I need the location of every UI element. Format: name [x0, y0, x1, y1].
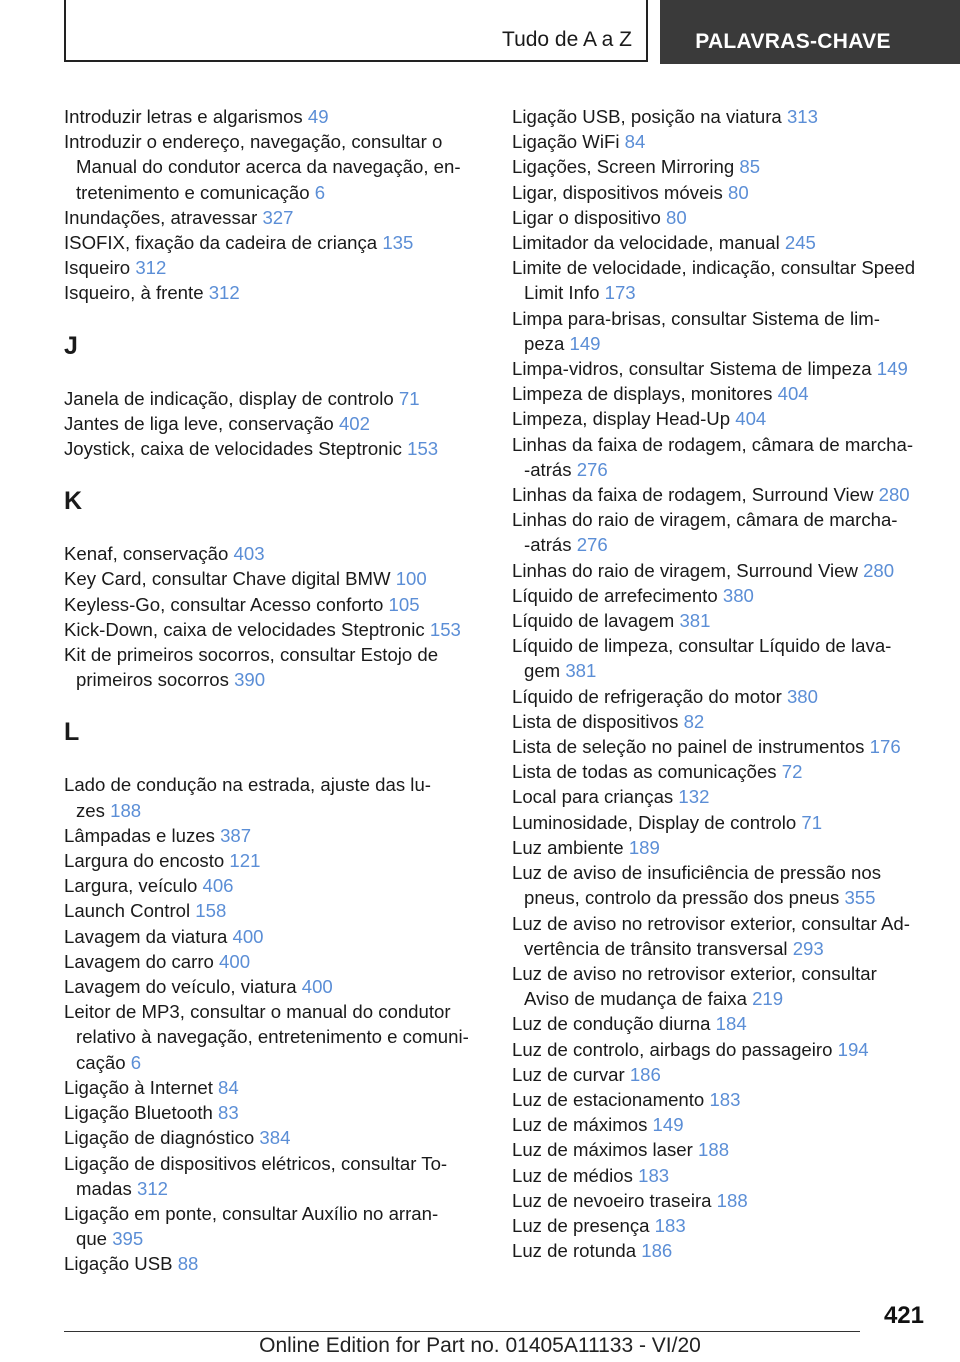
index-entry-text: Ligação USB: [64, 1253, 178, 1275]
page-reference-link[interactable]: 400: [232, 925, 264, 947]
page-reference-link[interactable]: 404: [735, 408, 767, 430]
index-entry-text: Kit de primeiros socorros, consultar Estojo de: [64, 644, 439, 666]
index-entry: [64, 898, 484, 923]
page-reference-link[interactable]: 85: [739, 156, 761, 178]
page-reference-link[interactable]: 400: [301, 976, 333, 998]
page-reference-link[interactable]: 276: [576, 458, 608, 480]
index-entry: [512, 633, 932, 683]
page-reference-link[interactable]: 380: [722, 584, 754, 606]
index-entry-text: Líquido de refrigeração do motor: [512, 685, 787, 707]
index-entry-text: Kick-Down, caixa de velocidades Steptronic: [64, 618, 430, 640]
page-reference-link[interactable]: 176: [869, 736, 901, 758]
index-entry: [512, 1037, 932, 1062]
index-entry-text: Kenaf, conservação: [64, 543, 234, 565]
index-entry: [512, 255, 932, 305]
page-reference-link[interactable]: 149: [569, 332, 601, 354]
index-entry-text: Limitador da velocidade, manual: [512, 232, 785, 254]
index-entry-text: Luz de curvar: [512, 1063, 630, 1085]
index-entry: [512, 860, 932, 910]
index-entry-text: Limit Info: [524, 282, 605, 304]
index-entry-text: Joystick, caixa de velocidades Steptronic: [64, 438, 408, 460]
page-reference-link[interactable]: 186: [629, 1063, 661, 1085]
index-entry: [512, 734, 932, 759]
index-entry: [64, 1201, 484, 1251]
index-entry-text: Luz de nevoeiro traseira: [512, 1189, 717, 1211]
index-entry: [64, 1125, 484, 1150]
index-entry-text: Introduzir o endereço, navegação, consultar o: [64, 131, 443, 153]
page-reference-link[interactable]: 189: [628, 836, 660, 858]
index-entry-text: Janela de indicação, display de controlo: [64, 387, 399, 409]
index-entry-text: Lista de dispositivos: [512, 710, 684, 732]
page-reference-link[interactable]: 84: [624, 131, 646, 153]
index-entry-text: Líquido de limpeza, consultar Líquido de lava‐: [512, 635, 892, 657]
page-reference-link[interactable]: 184: [715, 1013, 747, 1035]
index-entry: [512, 684, 932, 709]
page-reference-link[interactable]: 84: [218, 1076, 239, 1098]
index-entry-text: Luz de condução diurna: [512, 1013, 716, 1035]
index-entry: [64, 255, 484, 280]
footer-divider: [64, 1331, 860, 1332]
page-reference-link[interactable]: 100: [395, 568, 427, 590]
index-entry: [512, 1112, 932, 1137]
index-entry: [64, 1075, 484, 1100]
index-entry-text: madas: [76, 1177, 137, 1199]
page-reference-link[interactable]: 403: [233, 543, 265, 565]
index-entry-text: Luz de aviso de insuficiência de pressão nos: [512, 862, 882, 884]
page-reference-link[interactable]: 245: [784, 232, 816, 254]
index-entry-text: Linhas da faixa de rodagem, Surround View: [512, 484, 879, 506]
index-entry: [64, 436, 484, 461]
index-entry-text: cação: [76, 1051, 131, 1073]
index-entry-text: Lavagem do carro: [64, 950, 220, 972]
index-entry: [64, 1100, 484, 1125]
index-entry: [512, 1213, 932, 1238]
index-entry: [64, 386, 484, 411]
index-entry-text: relativo à navegação, entretenimento e comuni‐: [76, 1026, 469, 1048]
index-entry-text: primeiros socorros: [76, 669, 235, 691]
index-entry-text: Ligação de dispositivos elétricos, consultar To‐: [64, 1152, 448, 1174]
index-entry-text: Ligação em ponte, consultar Auxílio no arran‐: [64, 1202, 439, 1224]
index-entry-text: Lista de seleção no painel de instrumentos: [512, 736, 870, 758]
index-entry-text: Líquido de arrefecimento: [512, 584, 723, 606]
index-entry: [512, 154, 932, 179]
index-entry-text: Limpeza de displays, monitores: [512, 383, 778, 405]
index-entry-text: Limpa para-brisas, consultar Sistema de lim‐: [512, 307, 880, 329]
index-entry-text: Luz de máximos laser: [512, 1139, 699, 1161]
page-reference-link[interactable]: 173: [604, 282, 636, 304]
index-entry-text: tretenimento e comunicação: [76, 181, 315, 203]
index-entry-text: Ligação USB, posição na viatura: [512, 106, 787, 127]
index-entry-text: Introduzir letras e algarismos: [64, 106, 308, 127]
index-entry-text: Lavagem da viatura: [64, 925, 233, 947]
index-letter-heading: J: [64, 331, 78, 360]
index-entry: [64, 1251, 484, 1276]
page-reference-link[interactable]: 276: [576, 534, 608, 556]
index-entry-text: -atrás: [524, 458, 577, 480]
page-reference-link[interactable]: 395: [112, 1228, 144, 1250]
index-column-right: [512, 104, 932, 1263]
index-entry-text: Ligação Bluetooth: [64, 1102, 219, 1124]
index-entry-text: Keyless-Go, consultar Acesso conforto: [64, 593, 389, 615]
index-entry-text: Limpeza, display Head-Up: [512, 408, 736, 430]
index-entry-text: Linhas da faixa de rodagem, câmara de marcha-: [512, 433, 914, 455]
index-entry: [512, 709, 932, 734]
index-entry: [512, 558, 932, 583]
index-entry: [512, 1137, 932, 1162]
index-entry-text: Luz ambiente: [512, 836, 629, 858]
index-entry-text: Líquido de lavagem: [512, 610, 680, 632]
index-entry: [64, 566, 484, 591]
index-entry: [512, 205, 932, 230]
index-entry: [512, 911, 932, 961]
index-entry-text: Leitor de MP3, consultar o manual do condutor: [64, 1001, 451, 1023]
page-reference-link[interactable]: 280: [863, 559, 895, 581]
index-entry-text: -atrás: [524, 534, 577, 556]
index-entry-text: Linhas do raio de viragem, câmara de marcha-: [512, 509, 898, 531]
index-entry-text: Launch Control: [64, 900, 196, 922]
page-reference-link[interactable]: 381: [679, 610, 711, 632]
index-entry: [64, 949, 484, 974]
index-entry: [64, 999, 484, 1075]
index-entry-text: Ligação à Internet: [64, 1076, 219, 1098]
page-reference-link[interactable]: 381: [565, 660, 597, 682]
header-section-title: Tudo de A a Z: [502, 28, 632, 51]
index-letter-heading: K: [64, 487, 83, 516]
index-entry: [64, 873, 484, 898]
index-entry-text: Luz de máximos: [512, 1114, 653, 1136]
index-entry: [64, 230, 484, 255]
index-entry: [64, 924, 484, 949]
index-entry-text: Luz de estacionamento: [512, 1088, 710, 1110]
page-reference-link[interactable]: 49: [307, 106, 329, 127]
index-entry-text: Isqueiro, à frente: [64, 282, 209, 304]
index-entry-text: Luz de aviso no retrovisor exterior, consultar Ad‐: [512, 912, 910, 934]
page-reference-link[interactable]: 183: [709, 1088, 741, 1110]
index-entry: [64, 848, 484, 873]
page-reference-link[interactable]: 186: [641, 1240, 673, 1262]
page-reference-link[interactable]: 280: [878, 484, 910, 506]
index-entry: [512, 507, 932, 557]
index-entry-text: Luz de presença: [512, 1214, 655, 1236]
page-reference-link[interactable]: 390: [234, 669, 266, 691]
page-reference-link[interactable]: 71: [398, 387, 420, 409]
index-entry-text: Lâmpadas e luzes: [64, 824, 221, 846]
index-entry: [64, 411, 484, 436]
page-reference-link[interactable]: 105: [388, 593, 420, 615]
page-reference-link[interactable]: 313: [786, 106, 818, 127]
index-entry-text: Luminosidade, Display de controlo: [512, 811, 802, 833]
page-reference-link[interactable]: 380: [786, 685, 818, 707]
index-entry: [512, 1238, 932, 1263]
index-column-left: [64, 104, 484, 1277]
page-reference-link[interactable]: 312: [208, 282, 240, 304]
index-entry: [64, 974, 484, 999]
index-entry-text: Largura do encosto: [64, 850, 230, 872]
index-entry: [512, 784, 932, 809]
page-reference-link[interactable]: 132: [678, 786, 710, 808]
index-entry-text: Isqueiro: [64, 257, 136, 279]
index-entry: [64, 129, 484, 205]
page-reference-link[interactable]: 188: [110, 799, 142, 821]
index-entry-text: Lado de condução na estrada, ajuste das lu‐: [64, 774, 431, 796]
index-entry-text: Inundações, atravessar: [64, 206, 263, 228]
index-entry: [512, 759, 932, 784]
page-reference-link[interactable]: 188: [716, 1189, 748, 1211]
footer-edition-text: Online Edition for Part no. 01405A11133 - VI/20: [259, 1334, 701, 1357]
index-entry: [512, 1011, 932, 1036]
page-reference-link[interactable]: 71: [801, 811, 823, 833]
index-entry: [512, 961, 932, 1011]
index-entry-text: Ligação de diagnóstico: [64, 1127, 260, 1149]
index-entry-text: Lavagem do veículo, viatura: [64, 976, 302, 998]
page-reference-link[interactable]: 6: [130, 1051, 142, 1073]
index-entry-text: Lista de todas as comunicações: [512, 761, 782, 783]
index-entry-text: peza: [524, 332, 570, 354]
index-entry-text: Ligar o dispositivo: [512, 206, 666, 228]
index-entry: [64, 541, 484, 566]
index-entry: [64, 592, 484, 617]
index-entry-text: Aviso de mudança de faixa: [524, 988, 753, 1010]
page-reference-link[interactable]: 188: [698, 1139, 730, 1161]
page-number: 421: [883, 1302, 924, 1329]
page-reference-link[interactable]: 72: [781, 761, 803, 783]
index-entry: [512, 583, 932, 608]
index-entry: [512, 810, 932, 835]
index-entry: [512, 1163, 932, 1188]
page-reference-link[interactable]: 219: [752, 988, 784, 1010]
index-entry: [64, 642, 484, 692]
index-entry-text: Manual do condutor acerca da navegação, en‐: [76, 156, 461, 178]
index-entry-text: gem: [524, 660, 566, 682]
index-entry-text: Local para crianças: [512, 786, 679, 808]
index-entry: [64, 772, 484, 822]
index-letter-heading: L: [64, 718, 80, 747]
index-entry: [512, 230, 932, 255]
page-reference-link[interactable]: 153: [407, 438, 439, 460]
index-entry-text: Largura, veículo: [64, 875, 203, 897]
page-reference-link[interactable]: 312: [135, 257, 167, 279]
page-reference-link[interactable]: 183: [638, 1164, 670, 1186]
index-entry: [512, 1062, 932, 1087]
page-reference-link[interactable]: 149: [876, 358, 908, 380]
index-entry-text: Luz de aviso no retrovisor exterior, consultar: [512, 962, 877, 984]
page-reference-link[interactable]: 149: [652, 1114, 684, 1136]
index-entry-text: Ligações, Screen Mirroring: [512, 156, 740, 178]
page-reference-link[interactable]: 121: [229, 850, 261, 872]
index-entry: [64, 104, 484, 129]
page-reference-link[interactable]: 80: [728, 181, 749, 203]
page-reference-link[interactable]: 384: [259, 1127, 291, 1149]
page-reference-link[interactable]: 293: [792, 937, 824, 959]
page-reference-link[interactable]: 400: [219, 950, 251, 972]
index-entry: [64, 205, 484, 230]
index-entry-text: ISOFIX, fixação da cadeira de criança: [64, 232, 383, 254]
index-entry: [512, 381, 932, 406]
index-entry-text: Ligar, dispositivos móveis: [512, 181, 728, 203]
page-reference-link[interactable]: 6: [314, 181, 326, 203]
index-entry-text: pneus, controlo da pressão dos pneus: [524, 887, 845, 909]
page-reference-link[interactable]: 135: [382, 232, 414, 254]
page-reference-link[interactable]: 82: [683, 710, 705, 732]
index-entry: [64, 617, 484, 642]
index-entry-text: que: [76, 1228, 113, 1250]
header-chapter-title: PALAVRAS-CHAVE: [695, 30, 891, 53]
index-entry-text: Luz de médios: [512, 1164, 639, 1186]
index-entry: [512, 104, 932, 129]
index-entry-text: Linhas do raio de viragem, Surround View: [512, 559, 864, 581]
index-entry: [512, 835, 932, 860]
index-entry-text: Key Card, consultar Chave digital BMW: [64, 568, 396, 590]
index-entry: [512, 608, 932, 633]
index-entry-text: Luz de rotunda: [512, 1240, 642, 1262]
header-chapter-tab[interactable]: [660, 0, 960, 64]
index-entry: [512, 482, 932, 507]
page-reference-link[interactable]: 194: [837, 1038, 869, 1060]
page-reference-link[interactable]: 312: [136, 1177, 169, 1199]
header-section-box: [64, 0, 648, 62]
index-entry-text: Jantes de liga leve, conservação: [64, 412, 339, 434]
page-reference-link[interactable]: 404: [777, 383, 809, 405]
page-reference-link[interactable]: 406: [202, 875, 234, 897]
index-entry: [64, 280, 484, 305]
page-reference-link[interactable]: 83: [218, 1102, 239, 1124]
index-entry: [512, 356, 932, 381]
index-entry: [64, 1151, 484, 1201]
index-entry: [512, 129, 932, 154]
page-reference-link[interactable]: 355: [844, 887, 876, 909]
index-entry: [64, 823, 484, 848]
index-entry: [512, 1087, 932, 1112]
page-reference-link[interactable]: 80: [666, 206, 687, 228]
index-entry: [512, 406, 932, 431]
page-reference-link[interactable]: 158: [195, 900, 227, 922]
page-reference-link[interactable]: 327: [262, 206, 294, 228]
index-entry-text: vertência de trânsito transversal: [524, 937, 793, 959]
page-reference-link[interactable]: 387: [220, 824, 252, 846]
page-reference-link[interactable]: 153: [429, 618, 461, 640]
index-entry-text: zes: [76, 799, 111, 821]
index-entry: [512, 306, 932, 356]
index-entry-text: Limite de velocidade, indicação, consultar Speed: [512, 257, 916, 279]
index-entry: [512, 1188, 932, 1213]
page-reference-link[interactable]: 402: [338, 412, 370, 434]
page-reference-link[interactable]: 88: [177, 1253, 199, 1275]
index-entry: [512, 180, 932, 205]
index-entry: [512, 432, 932, 482]
index-entry-text: Ligação WiFi: [512, 131, 625, 153]
page-reference-link[interactable]: 183: [654, 1214, 686, 1236]
index-entry-text: Limpa-vidros, consultar Sistema de limpeza: [512, 358, 877, 380]
index-entry-text: Luz de controlo, airbags do passageiro: [512, 1038, 838, 1060]
